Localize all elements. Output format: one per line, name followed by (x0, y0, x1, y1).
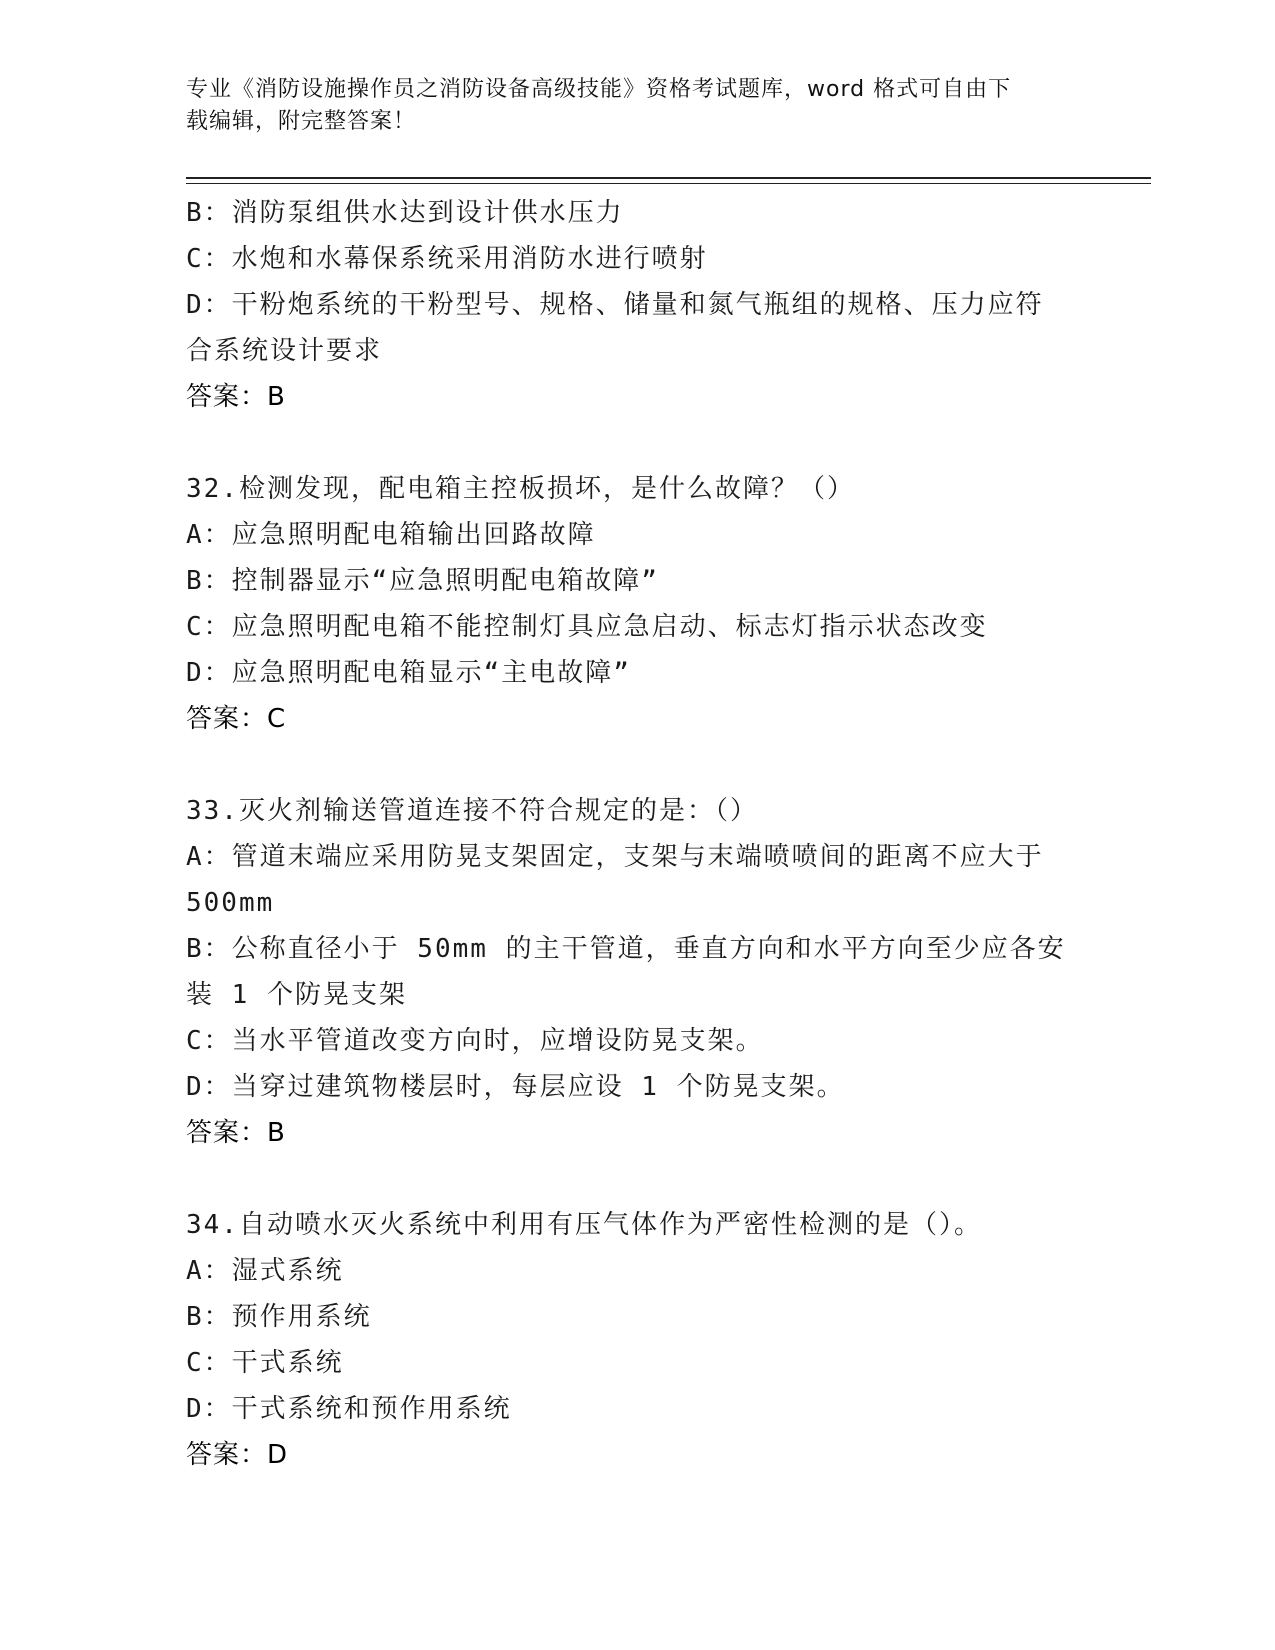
q32-stem: 32.检测发现，配电箱主控板损坏，是什么故障？（） (186, 474, 855, 504)
q33-stem: 33.灭火剂输送管道连接不符合规定的是：（） (186, 796, 758, 826)
spacer (186, 1156, 1086, 1202)
q34-option-b: B：预作用系统 (186, 1302, 372, 1332)
q34-stem: 34.自动喷水灭火系统中利用有压气体作为严密性检测的是（）。 (186, 1210, 982, 1240)
q33-answer: 答案：B (186, 1118, 286, 1148)
q34-answer: 答案：D (186, 1440, 289, 1470)
header-divider-thick (186, 177, 1151, 179)
q31-option-b: B：消防泵组供水达到设计供水压力 (186, 198, 624, 228)
q34-option-c: C：干式系统 (186, 1348, 344, 1378)
q33-option-a-line-1: A：管道末端应采用防晃支架固定，支架与末端喷喷间的距离不应大于 (186, 842, 1044, 872)
q32-answer: 答案：C (186, 704, 287, 734)
q32-option-a: A：应急照明配电箱输出回路故障 (186, 520, 596, 550)
q33-option-c: C：当水平管道改变方向时，应增设防晃支架。 (186, 1026, 764, 1056)
spacer (186, 742, 1086, 788)
q31-option-c: C：水炮和水幕保系统采用消防水进行喷射 (186, 244, 708, 274)
question-31-block (186, 190, 1086, 420)
q32-option-d: D：应急照明配电箱显示“主电故障” (186, 658, 631, 688)
header-line-2: 载编辑，附完整答案！ (186, 109, 417, 134)
question-list (186, 190, 1086, 1478)
q33-option-b-line-2: 装 1 个防晃支架 (186, 980, 407, 1010)
question-33-block (186, 788, 1086, 1156)
q34-option-a: A：湿式系统 (186, 1256, 344, 1286)
question-34-block (186, 1202, 1086, 1478)
q32-option-b: B：控制器显示“应急照明配电箱故障” (186, 566, 659, 596)
q33-option-a-line-2: 500mm (186, 888, 275, 918)
spacer (186, 420, 1086, 466)
question-32-block (186, 466, 1086, 742)
q31-option-d-line-1: D：干粉炮系统的干粉型号、规格、储量和氮气瓶组的规格、压力应符 (186, 290, 1044, 320)
q33-option-b-line-1: B：公称直径小于 50mm 的主干管道，垂直方向和水平方向至少应各安 (186, 934, 1066, 964)
q32-option-c: C：应急照明配电箱不能控制灯具应急启动、标志灯指示状态改变 (186, 612, 988, 642)
q31-option-d-line-2: 合系统设计要求 (186, 336, 383, 366)
q33-option-d: D：当穿过建筑物楼层时，每层应设 1 个防晃支架。 (186, 1072, 845, 1102)
q34-option-d: D：干式系统和预作用系统 (186, 1394, 512, 1424)
document-header (186, 74, 1066, 138)
q31-answer: 答案：B (186, 382, 286, 412)
header-divider-thin (186, 183, 1151, 184)
header-line-1: 专业《消防设施操作员之消防设备高级技能》资格考试题库，word 格式可自由下 (186, 77, 1012, 102)
